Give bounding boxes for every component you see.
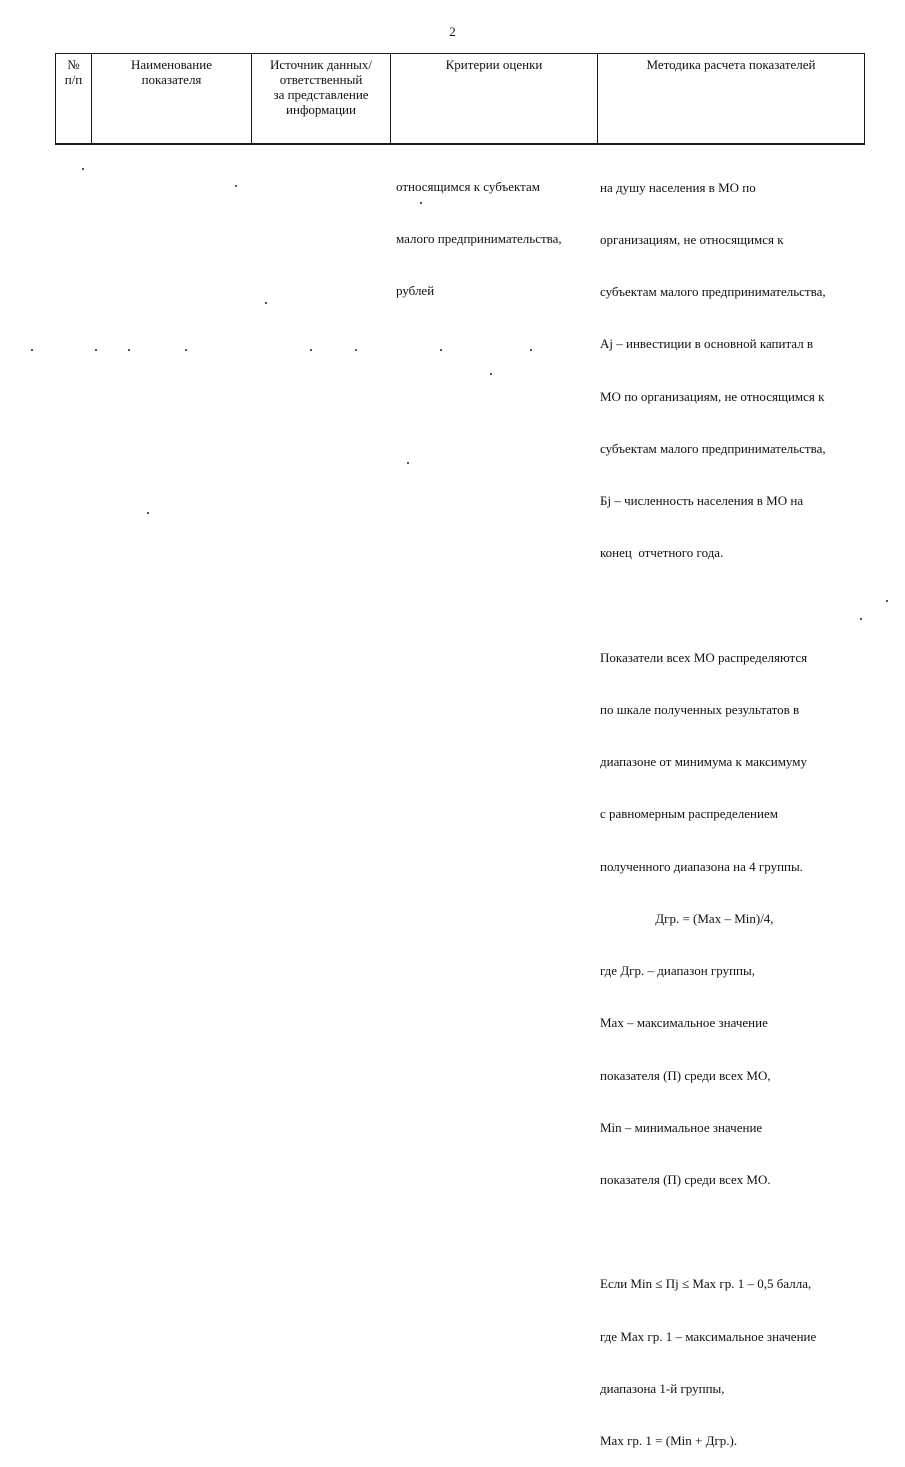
- scan-speck: [407, 462, 409, 464]
- method-line: показателя (П) среди всех МО.: [600, 1171, 771, 1187]
- criteria-line: рублей: [396, 283, 435, 299]
- method-line: организациям, не относящимся к: [600, 232, 784, 248]
- header-calculation-method: [598, 54, 865, 145]
- method-line: Если Min ≤ Пj ≤ Max гр. 1 – 0,5 балла,: [600, 1276, 812, 1292]
- header-data-source-label: Источник данных/ ответственный за представление информации: [270, 57, 372, 117]
- scan-speck: [265, 302, 267, 304]
- scan-speck: [147, 512, 149, 514]
- scan-speck: [235, 185, 237, 187]
- header-indicator-name-label: Наименование показателя: [131, 57, 212, 87]
- header-number-label: № п/п: [64, 57, 83, 87]
- method-line: с равномерным распределением: [600, 806, 778, 822]
- scan-speck: [95, 349, 97, 351]
- method-line: диапазона 1-й группы,: [600, 1380, 725, 1396]
- method-line: по шкале полученных результатов в: [600, 702, 800, 717]
- method-line: Min – минимальное значение: [600, 1119, 763, 1135]
- scan-speck: [128, 349, 130, 351]
- method-line: где Max гр. 1 – максимальное значение: [600, 1328, 817, 1344]
- scan-speck: [310, 349, 312, 351]
- method-line: Показатели всех МО распределяются: [600, 649, 808, 665]
- criteria-cell: [396, 143, 562, 317]
- method-line: Бj – численность населения в МО на: [600, 493, 804, 509]
- method-line: Аj – инвестиции в основной капитал в: [600, 336, 814, 352]
- method-line: Max гр. 1 = (Min + Дгр.).: [600, 1433, 738, 1449]
- method-line: [600, 1223, 826, 1240]
- method-line: субъектам малого предпринимательства,: [600, 440, 826, 456]
- header-indicator-name: [92, 54, 252, 145]
- method-line: [600, 597, 826, 614]
- method-line: Max – максимальное значение: [600, 1015, 768, 1031]
- method-line: полученного диапазона на 4 группы.: [600, 858, 803, 874]
- header-calculation-method-label: Методика расчета показателей: [646, 57, 816, 72]
- scan-speck: [82, 168, 84, 170]
- scan-speck: [860, 618, 862, 620]
- scan-speck: [355, 349, 357, 351]
- page-number: 2: [449, 24, 456, 39]
- criteria-line: относящимся к субъектам: [396, 178, 540, 194]
- scan-speck: [31, 349, 33, 351]
- header-evaluation-criteria: [391, 54, 598, 145]
- method-line: где Дгр. – диапазон группы,: [600, 963, 755, 979]
- scan-speck: [530, 349, 532, 351]
- header-number: [56, 54, 92, 145]
- header-data-source: [252, 54, 391, 145]
- method-cell: [600, 144, 826, 1467]
- scan-speck: [185, 349, 187, 351]
- scan-speck: [440, 349, 442, 351]
- indicator-table-header: [55, 53, 865, 145]
- scan-speck: [490, 373, 492, 375]
- header-evaluation-criteria-label: Критерии оценки: [445, 57, 543, 72]
- scan-speck: [420, 202, 422, 204]
- criteria-line: малого предпринимательства,: [396, 231, 562, 247]
- method-line: диапазоне от минимума к максимуму: [600, 754, 807, 770]
- method-line: субъектам малого предпринимательства,: [600, 284, 826, 300]
- method-line: на душу населения в МО по: [600, 179, 756, 195]
- method-line: конец отчетного года.: [600, 545, 724, 561]
- scan-speck: [886, 600, 888, 602]
- method-line: показателя (П) среди всех МО,: [600, 1067, 771, 1083]
- table-header-row: [56, 54, 865, 145]
- method-formula-line: Дгр. = (Max – Min)/4,: [600, 910, 774, 926]
- method-line: МО по организациям, не относящимся к: [600, 388, 825, 404]
